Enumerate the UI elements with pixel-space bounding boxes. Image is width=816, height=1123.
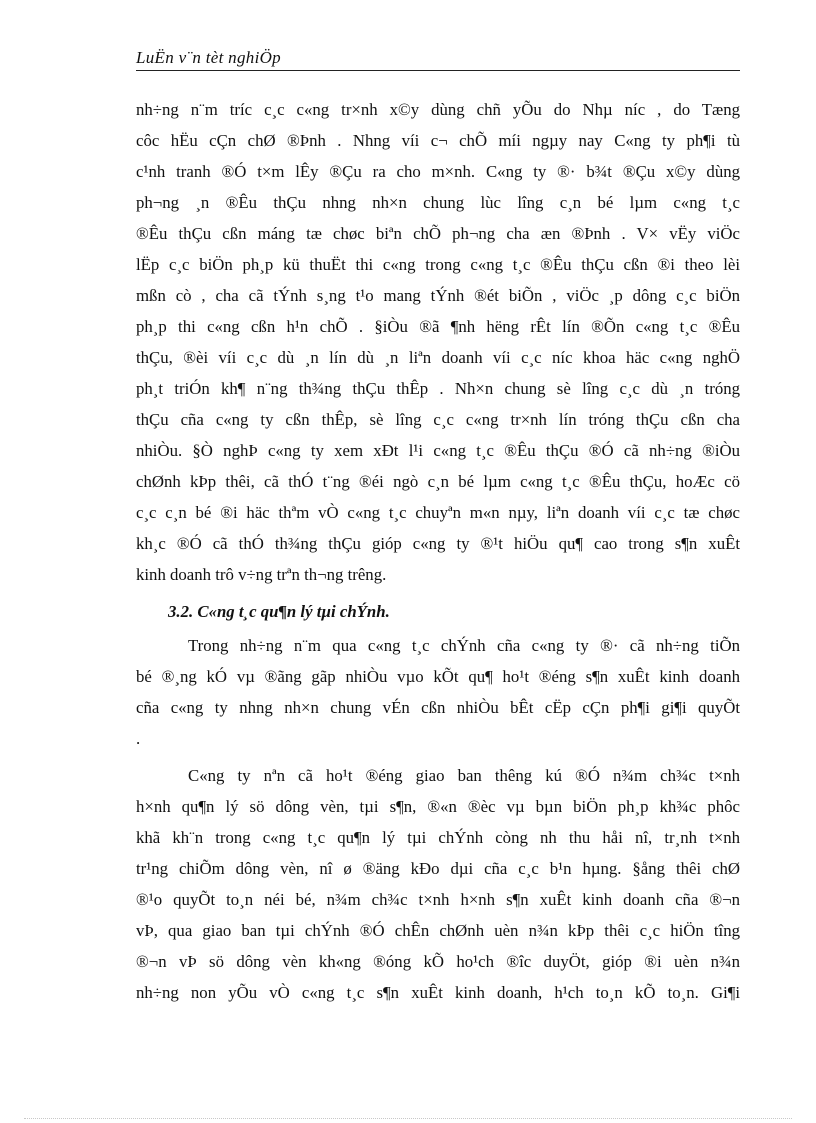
text-line: ph¬ng ¸n ®Êu thÇu nhng nh×n chung lùc lîng c¸n bé lµm c«ng t¸c xyxy=(136,193,740,212)
text-line: chØnh kÞp thêi, cã thÓ t¨ng ®éi ngò c¸n bé lµm c«ng t¸c ®Êu thÇu, hoÆc cö xyxy=(136,472,740,491)
text-line: C«ng ty nªn cã ho¹t ®éng giao ban thêng kú ®Ó n¾m ch¾c t×nh xyxy=(188,766,740,785)
paragraph-1 xyxy=(136,94,740,590)
text-line: kh¸c ®Ó cã thÓ th¾ng thÇu gióp c«ng ty ®¹t hiÖu qu¶ cao trong s¶n xuÊt xyxy=(136,534,740,553)
text-line: kinh doanh trô v÷ng trªn th¬ng trêng. xyxy=(136,565,387,584)
text-line: ph¸t triÓn kh¶ n¨ng th¾ng thÇu thÊp . Nh×n chung sè lîng c¸c dù ¸n tróng xyxy=(136,379,740,398)
text-line: . xyxy=(136,729,141,748)
text-line: lËp c¸c biÖn ph¸p kü thuËt thi c«ng trong c«ng t¸c ®Êu thÇu cßn ®i theo lèi xyxy=(136,255,740,274)
page-bottom-divider xyxy=(24,1118,792,1119)
page-header: LuËn v¨n tèt nghiÖp xyxy=(136,48,740,71)
text-line: nh÷ng n¨m tríc c¸c c«ng tr×nh x©y dùng chñ yÕu do Nhµ níc , do Tæng xyxy=(136,100,740,119)
paragraph-3 xyxy=(136,760,740,1008)
text-line: h×nh qu¶n lý sö dông vèn, tµi s¶n, ®«n ®èc vµ bµn biÖn ph¸p kh¾c phôc xyxy=(136,797,740,816)
text-line: cña c«ng ty nhng nh×n chung vÉn cßn nhiÒu bÊt cËp cÇn ph¶i gi¶i quyÕt xyxy=(136,698,740,717)
text-line: ph¸p thi c«ng cßn h¹n chÕ . §iÒu ®ã ¶nh hëng rÊt lín ®Õn c«ng t¸c ®Êu xyxy=(136,317,740,336)
text-line: thÇu, ®èi víi c¸c dù ¸n lín dù ¸n liªn doanh víi c¸c níc khoa häc c«ng nghÖ xyxy=(136,348,740,367)
text-line: mßn cò , cha cã tÝnh s¸ng t¹o mang tÝnh ®ét biÕn , viÖc ¸p dông c¸c biÖn xyxy=(136,286,740,305)
text-line: Trong nh÷ng n¨m qua c«ng t¸c chÝnh cña c«ng ty ®· cã nh÷ng tiÕn xyxy=(188,636,740,655)
text-line: ®Êu thÇu cßn máng tæ chøc biªn chÕ ph¬ng cha æn ®Þnh . V× vËy viÖc xyxy=(136,224,740,243)
text-line: tr¹ng chiÕm dông vèn, nî ø ®äng kÐo dµi cña c¸c b¹n hµng. §ång thêi chØ xyxy=(136,859,740,878)
text-line: c¹nh tranh ®Ó t×m lÊy ®Çu ra cho m×nh. C«ng ty ®· b¾t ®Çu x©y dùng xyxy=(136,162,740,181)
text-line: ®¬n vÞ sö dông vèn kh«ng ®óng kÕ ho¹ch ®îc duyÖt, gióp ®i uèn n¾n xyxy=(136,952,740,971)
paragraph-2 xyxy=(136,630,740,754)
text-line: vÞ, qua giao ban tµi chÝnh ®Ó chÊn chØnh uèn n¾n kÞp thêi c¸c hiÖn tîng xyxy=(136,921,740,940)
text-line: bé ®¸ng kÓ vµ ®ãng gãp nhiÒu vµo kÕt qu¶ ho¹t ®éng s¶n xuÊt kinh doanh xyxy=(136,667,740,686)
text-line: nhiÒu. §Ò nghÞ c«ng ty xem xÐt l¹i c«ng t¸c ®Êu thÇu ®Ó cã nh÷ng ®iÒu xyxy=(136,441,740,460)
section-heading: 3.2. C«ng t¸c qu¶n lý tµi chÝnh. xyxy=(168,602,390,621)
text-line: khã kh¨n trong c«ng t¸c qu¶n lý tµi chÝnh còng nh thu håi nî, tr¸nh t×nh xyxy=(136,828,740,847)
text-line: thÇu cña c«ng ty cßn thÊp, sè lîng c¸c c«ng tr×nh lín tróng thÇu cßn cha xyxy=(136,410,740,429)
text-line: c¸c c¸n bé ®i häc thªm vÒ c«ng t¸c chuyªn m«n nµy, liªn doanh víi c¸c tæ chøc xyxy=(136,503,740,522)
text-line: côc hËu cÇn chØ ®Þnh . Nhng víi c¬ chÕ míi ngµy nay C«ng ty ph¶i tù xyxy=(136,131,740,150)
text-line: nh÷ng non yÕu vÒ c«ng t¸c s¶n xuÊt kinh doanh, h¹ch to¸n kÕ to¸n. Gi¶i xyxy=(136,983,740,1002)
text-line: ®¹o quyÕt to¸n néi bé, n¾m ch¾c t×nh h×nh s¶n xuÊt kinh doanh cña ®¬n xyxy=(136,890,740,909)
body-text xyxy=(136,94,740,1008)
